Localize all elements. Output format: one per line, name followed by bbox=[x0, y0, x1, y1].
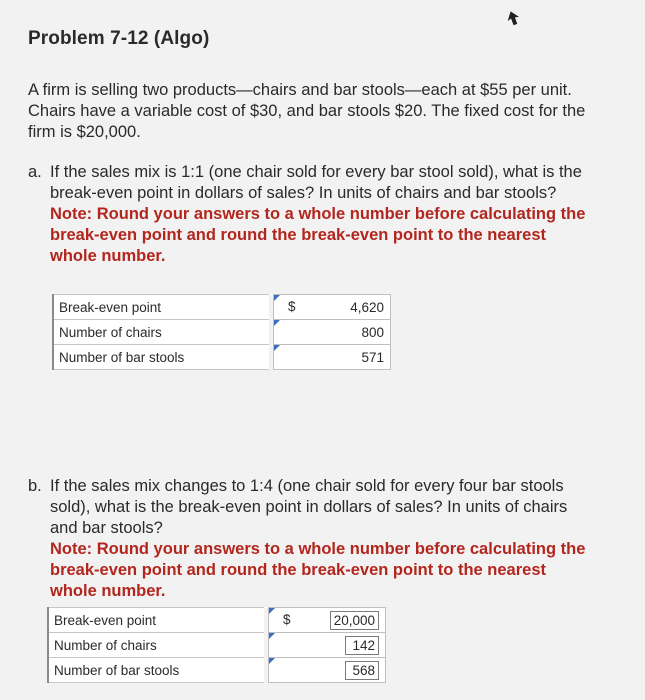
table-row bbox=[53, 295, 391, 320]
row-label: Break-even point bbox=[53, 295, 269, 320]
chairs-input-a[interactable] bbox=[274, 320, 391, 345]
row-label: Break-even point bbox=[48, 608, 264, 633]
answer-value: 568 bbox=[345, 661, 379, 680]
table-row bbox=[48, 608, 386, 633]
currency-symbol: $ bbox=[288, 299, 296, 314]
problem-title: Problem 7-12 (Algo) bbox=[28, 28, 210, 49]
bar-stools-input-b[interactable] bbox=[269, 658, 386, 683]
row-label: Number of bar stools bbox=[53, 345, 269, 370]
part-b-note: Note: Round your answers to a whole number before calculating the break-even point and round the break-even point to the nearest whole number. bbox=[50, 540, 586, 600]
table-row bbox=[53, 345, 391, 370]
answer-value: 571 bbox=[361, 349, 384, 365]
bar-stools-input-a[interactable] bbox=[274, 345, 391, 370]
answer-value: 20,000 bbox=[330, 611, 379, 630]
part-b-answer-table bbox=[47, 607, 386, 683]
part-a-note: Note: Round your answers to a whole number before calculating the break-even point and round the break-even point to the nearest whole number. bbox=[50, 205, 586, 265]
part-a-section bbox=[28, 162, 588, 267]
table-row bbox=[48, 658, 386, 683]
part-a-answer-table bbox=[52, 294, 391, 370]
input-marker bbox=[274, 295, 280, 301]
table-row bbox=[48, 633, 386, 658]
part-b-section bbox=[28, 476, 588, 602]
mouse-cursor-icon bbox=[506, 10, 520, 26]
break-even-input-a[interactable] bbox=[274, 295, 391, 320]
chairs-input-b[interactable] bbox=[269, 633, 386, 658]
row-label: Number of bar stools bbox=[48, 658, 264, 683]
part-b-letter: b. bbox=[28, 477, 42, 495]
part-b-question: If the sales mix changes to 1:4 (one chair sold for every four bar stools sold), what is the break-even point in dollars of sales? In units of chairs and bar stools? bbox=[50, 477, 568, 537]
answer-value: 800 bbox=[361, 324, 384, 340]
part-a-question: If the sales mix is 1:1 (one chair sold for every bar stool sold), what is the break-even point in dollars of sales? In units of chairs and bar stools? bbox=[50, 163, 582, 202]
input-marker bbox=[269, 658, 275, 664]
answer-value: 142 bbox=[345, 636, 379, 655]
input-marker bbox=[269, 608, 275, 614]
break-even-input-b[interactable] bbox=[269, 608, 386, 633]
answer-value: 4,620 bbox=[350, 299, 384, 315]
problem-intro: A firm is selling two products—chairs and bar stools—each at $55 per unit. Chairs have a variable cost of $30, and bar stools $20. The fixed cost for the firm is $20,000. bbox=[28, 81, 586, 141]
input-marker bbox=[269, 633, 275, 639]
currency-symbol: $ bbox=[283, 612, 291, 627]
input-marker bbox=[274, 345, 280, 351]
part-a-letter: a. bbox=[28, 163, 42, 181]
input-marker bbox=[274, 320, 280, 326]
row-label: Number of chairs bbox=[53, 320, 269, 345]
table-row bbox=[53, 320, 391, 345]
row-label: Number of chairs bbox=[48, 633, 264, 658]
